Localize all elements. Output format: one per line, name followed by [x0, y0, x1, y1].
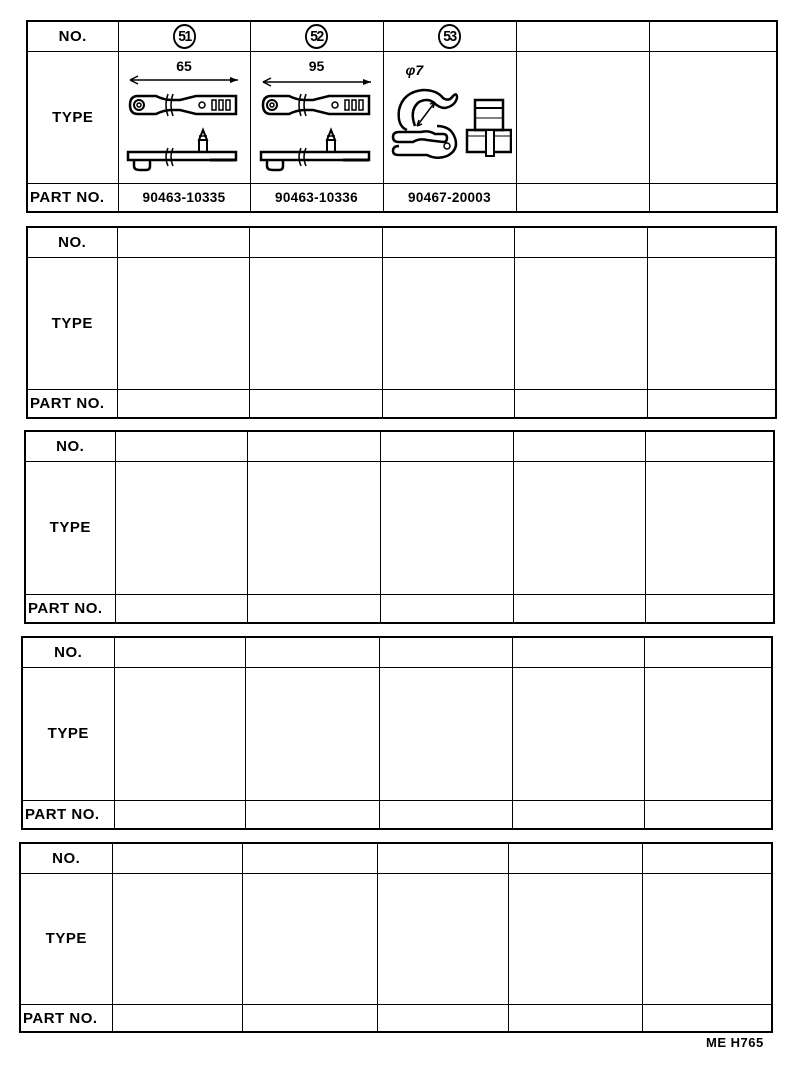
part-number [117, 389, 249, 417]
row-label-type: TYPE [28, 257, 117, 389]
part-number [379, 800, 512, 828]
row-label-part-no: PART NO. [21, 1004, 112, 1032]
item-number-cell [642, 844, 771, 873]
row-label-part-no: PART NO. [26, 594, 115, 622]
type-illustration-cell [114, 667, 245, 800]
type-illustration-cell [118, 51, 250, 183]
part-number [647, 389, 775, 417]
part-number [513, 594, 645, 622]
item-number-cell [117, 228, 249, 257]
dimension-label: φ7 [405, 61, 424, 78]
parts-table-5 [19, 842, 773, 1033]
type-illustration-cell [508, 873, 642, 1004]
type-illustration-cell [516, 51, 649, 183]
type-illustration-cell [379, 667, 512, 800]
item-number-cell [382, 228, 514, 257]
dimension-label: 95 [308, 58, 325, 74]
cable-clamp-strap-icon [124, 74, 244, 174]
item-number-badge: 53 [438, 24, 461, 49]
row-label-no: NO. [23, 638, 114, 667]
part-number [249, 389, 382, 417]
item-number-cell [649, 22, 776, 51]
item-number-cell [513, 432, 645, 461]
item-number-cell [249, 228, 382, 257]
hose-clip-icon [387, 80, 512, 160]
part-number [649, 183, 776, 211]
item-number-cell [644, 638, 771, 667]
part-number [514, 389, 647, 417]
row-label-part-no: PART NO. [23, 800, 114, 828]
type-illustration-cell [380, 461, 513, 594]
item-number-badge: 51 [173, 24, 196, 49]
row-label-no: NO. [26, 432, 115, 461]
part-number [380, 594, 513, 622]
parts-table-3 [24, 430, 775, 624]
type-illustration-cell [245, 667, 379, 800]
type-illustration-cell [242, 873, 377, 1004]
item-number-cell [114, 638, 245, 667]
part-number [112, 1004, 242, 1032]
row-label-type: TYPE [21, 873, 112, 1004]
item-number-cell [379, 638, 512, 667]
row-label-part-no: PART NO. [28, 389, 117, 417]
part-number [115, 594, 247, 622]
row-label-part-no: PART NO. [28, 183, 118, 211]
part-number: 90467-20003 [383, 183, 516, 211]
parts-table-4 [21, 636, 773, 830]
part-number [247, 594, 380, 622]
item-number-cell [380, 432, 513, 461]
type-illustration-cell [644, 667, 771, 800]
type-illustration-cell [383, 51, 516, 183]
part-number [245, 800, 379, 828]
part-number: 90463-10335 [118, 183, 250, 211]
item-number-cell [647, 228, 775, 257]
item-number-cell [245, 638, 379, 667]
type-illustration-cell [513, 461, 645, 594]
item-number-badge: 52 [305, 24, 328, 49]
type-illustration-cell [382, 257, 514, 389]
row-label-no: NO. [21, 844, 112, 873]
type-illustration-cell [249, 257, 382, 389]
figure-code: ME H765 [706, 1035, 764, 1050]
part-number [642, 1004, 771, 1032]
part-number [508, 1004, 642, 1032]
type-illustration-cell [247, 461, 380, 594]
item-number-cell [512, 638, 644, 667]
part-number: 90463-10336 [250, 183, 383, 211]
parts-table-1 [26, 20, 778, 213]
part-number [114, 800, 245, 828]
row-label-no: NO. [28, 228, 117, 257]
row-label-no: NO. [28, 22, 118, 51]
part-number [382, 389, 514, 417]
item-number-cell [645, 432, 773, 461]
row-label-type: TYPE [28, 51, 118, 183]
item-number-cell [112, 844, 242, 873]
item-number-cell [247, 432, 380, 461]
type-illustration-cell [512, 667, 644, 800]
row-label-type: TYPE [23, 667, 114, 800]
type-illustration-cell [514, 257, 647, 389]
type-illustration-cell [645, 461, 773, 594]
type-illustration-cell [649, 51, 776, 183]
type-illustration-cell [117, 257, 249, 389]
part-number [512, 800, 644, 828]
row-label-type: TYPE [26, 461, 115, 594]
type-illustration-cell [647, 257, 775, 389]
item-number-cell [242, 844, 377, 873]
part-number [516, 183, 649, 211]
parts-table-2 [26, 226, 777, 419]
part-number [644, 800, 771, 828]
item-number-cell [383, 22, 516, 51]
dimension-label: 65 [176, 58, 192, 74]
cable-clamp-strap-icon [257, 74, 377, 174]
item-number-cell [118, 22, 250, 51]
type-illustration-cell [377, 873, 508, 1004]
item-number-cell [514, 228, 647, 257]
item-number-cell [377, 844, 508, 873]
part-number [645, 594, 773, 622]
type-illustration-cell [642, 873, 771, 1004]
item-number-cell [516, 22, 649, 51]
type-illustration-cell [115, 461, 247, 594]
part-number [377, 1004, 508, 1032]
type-illustration-cell [112, 873, 242, 1004]
part-number [242, 1004, 377, 1032]
type-illustration-cell [250, 51, 383, 183]
item-number-cell [115, 432, 247, 461]
item-number-cell [508, 844, 642, 873]
item-number-cell [250, 22, 383, 51]
